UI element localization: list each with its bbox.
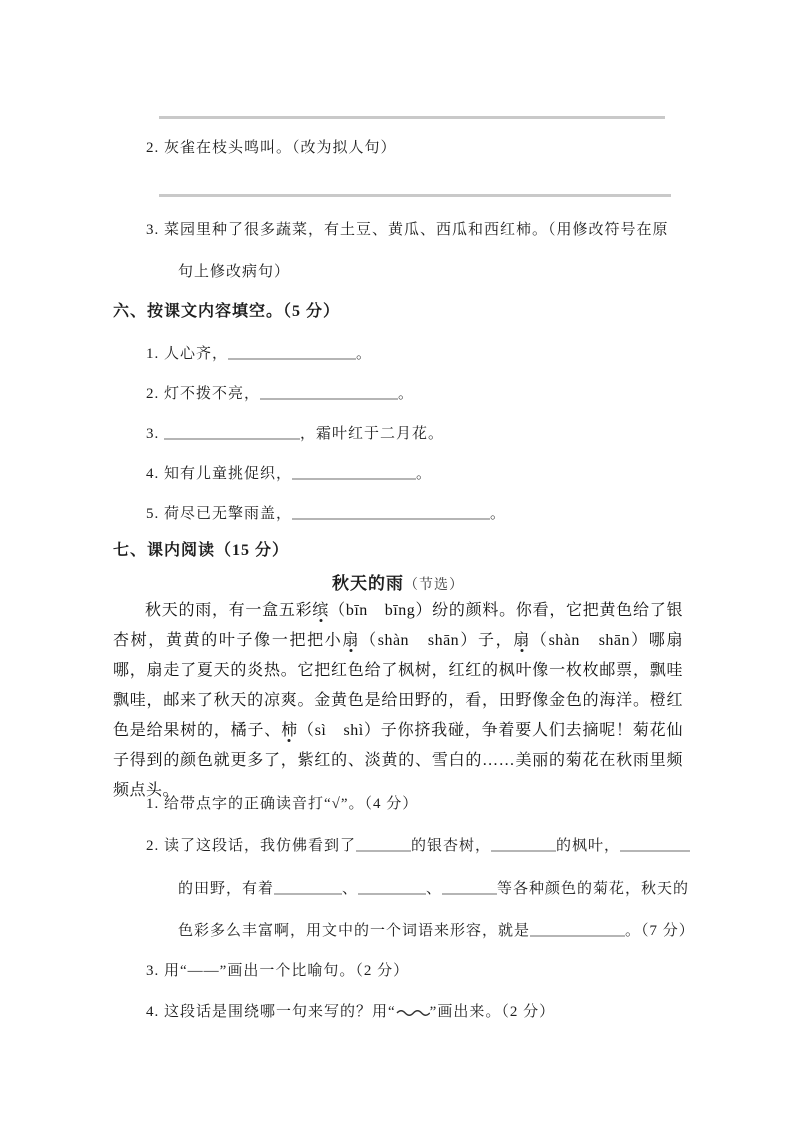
reading-title [113, 569, 683, 594]
item-text: 5. 荷尽已无擎雨盖， [146, 506, 293, 522]
question-text: ”画出来。（2 分） [429, 1004, 556, 1020]
item-text: 1. 人心齐， [146, 346, 229, 362]
question-text: 的田野，有着 [178, 881, 275, 897]
passage-text: 秋天的雨，有一盒五彩 [145, 602, 313, 619]
emphasis-dot-char: 缤 [312, 602, 330, 619]
reading-passage [113, 596, 683, 806]
question-text: 等各种颜色的菊花，秋天的 [497, 881, 690, 897]
question-3 [146, 961, 409, 981]
section-header-text: 七、课内阅读（15 分） [113, 542, 290, 559]
question-text: 1. 给带点字的正确读音打“√”。（4 分） [146, 796, 419, 812]
reading-subtitle-text: （节选） [404, 578, 464, 593]
fill-blank-item-1 [146, 344, 372, 364]
answer-line [159, 116, 665, 119]
question-text: 3. 用“——”画出一个比喻句。（2 分） [146, 963, 410, 979]
question-text: 色彩多么丰富啊，用文中的一个词语来形容，就是 [178, 923, 531, 939]
answer-blank [292, 505, 490, 520]
emphasis-dot-char: 扇 [513, 632, 531, 649]
item-text: 2. 灯不拨不亮， [146, 386, 261, 402]
answer-blank [442, 880, 497, 895]
reading-title-text: 秋天的雨 [332, 574, 404, 593]
answer-blank [292, 465, 416, 480]
item-text: 。 [490, 506, 507, 522]
answer-blank [274, 880, 342, 895]
exercise-item-3-continuation [178, 262, 290, 282]
exercise-item-2 [146, 138, 397, 158]
answer-blank [530, 922, 625, 937]
item-text: 。 [416, 466, 433, 482]
fill-blank-item-5 [146, 504, 506, 524]
answer-line [159, 194, 671, 197]
wavy-line-icon [396, 1008, 430, 1017]
answer-blank [358, 880, 426, 895]
section-seven-header [113, 541, 289, 561]
question-text: 4. 这段话是围绕哪一句来写的？用“ [146, 1004, 396, 1020]
question-text: 2. 读了这段话，我仿佛看到了 [146, 838, 357, 854]
question-text: 、 [426, 881, 443, 897]
fill-blank-item-3 [146, 424, 444, 444]
question-text: 、 [342, 881, 359, 897]
item-text: 。 [398, 386, 415, 402]
answer-blank [491, 837, 556, 852]
passage-text: （bīn bīng）纷的颜料。你看，它把黄色给了银杏树，黄黄的叶子像一把把小 [113, 602, 683, 649]
answer-blank [620, 837, 690, 852]
question-2-line-1 [146, 836, 690, 856]
answer-blank [356, 837, 411, 852]
question-4 [146, 1002, 555, 1022]
question-text: 的银杏树， [411, 838, 492, 854]
item-text: 4. 知有儿童挑促织， [146, 466, 293, 482]
question-2-line-2 [178, 879, 689, 899]
item-text: 3. [146, 426, 164, 442]
fill-blank-item-2 [146, 384, 414, 404]
answer-blank [228, 345, 356, 360]
item-text: 。 [356, 346, 373, 362]
exercise-item-text: 3. 菜园里种了很多蔬菜，有土豆、黄瓜、西瓜和西红柿。（用修改符号在原 [146, 222, 669, 238]
emphasis-dot-char: 扇 [342, 632, 361, 649]
section-six-header [113, 302, 340, 322]
passage-text: （shàn shān）子， [360, 632, 514, 649]
question-text: 。（7 分） [625, 923, 695, 939]
exercise-item-3 [146, 220, 669, 240]
answer-blank [260, 385, 398, 400]
emphasis-dot-char: 柿 [281, 722, 298, 739]
question-text: 的枫叶， [556, 838, 621, 854]
exercise-item-text: 2. 灰雀在枝头鸣叫。（改为拟人句） [146, 140, 397, 156]
passage-text: （shàn shān）哪扇哪，扇走了夏天的炎热。它把红色给了枫树，红红的枫叶像一枚枚邮票，飘哇飘哇，邮来了秋天的凉爽。金黄色是给田野的，看，田野像金色的海洋。橙红色是给果树的，橘子、 [113, 632, 683, 739]
question-2-line-3 [178, 921, 695, 941]
answer-blank [164, 425, 300, 440]
question-1 [146, 794, 418, 814]
fill-blank-item-4 [146, 464, 432, 484]
passage-text: （sì shì）子你挤我碰，争着要人们去摘呢！菊花仙子得到的颜色就更多了，紫红的、淡黄的、雪白的……美丽的菊花在秋雨里频频点头。 [113, 722, 683, 799]
section-header-text: 六、按课文内容填空。（5 分） [113, 303, 341, 320]
exercise-item-text: 句上修改病句） [178, 264, 291, 280]
item-text: ，霜叶红于二月花。 [300, 426, 445, 442]
